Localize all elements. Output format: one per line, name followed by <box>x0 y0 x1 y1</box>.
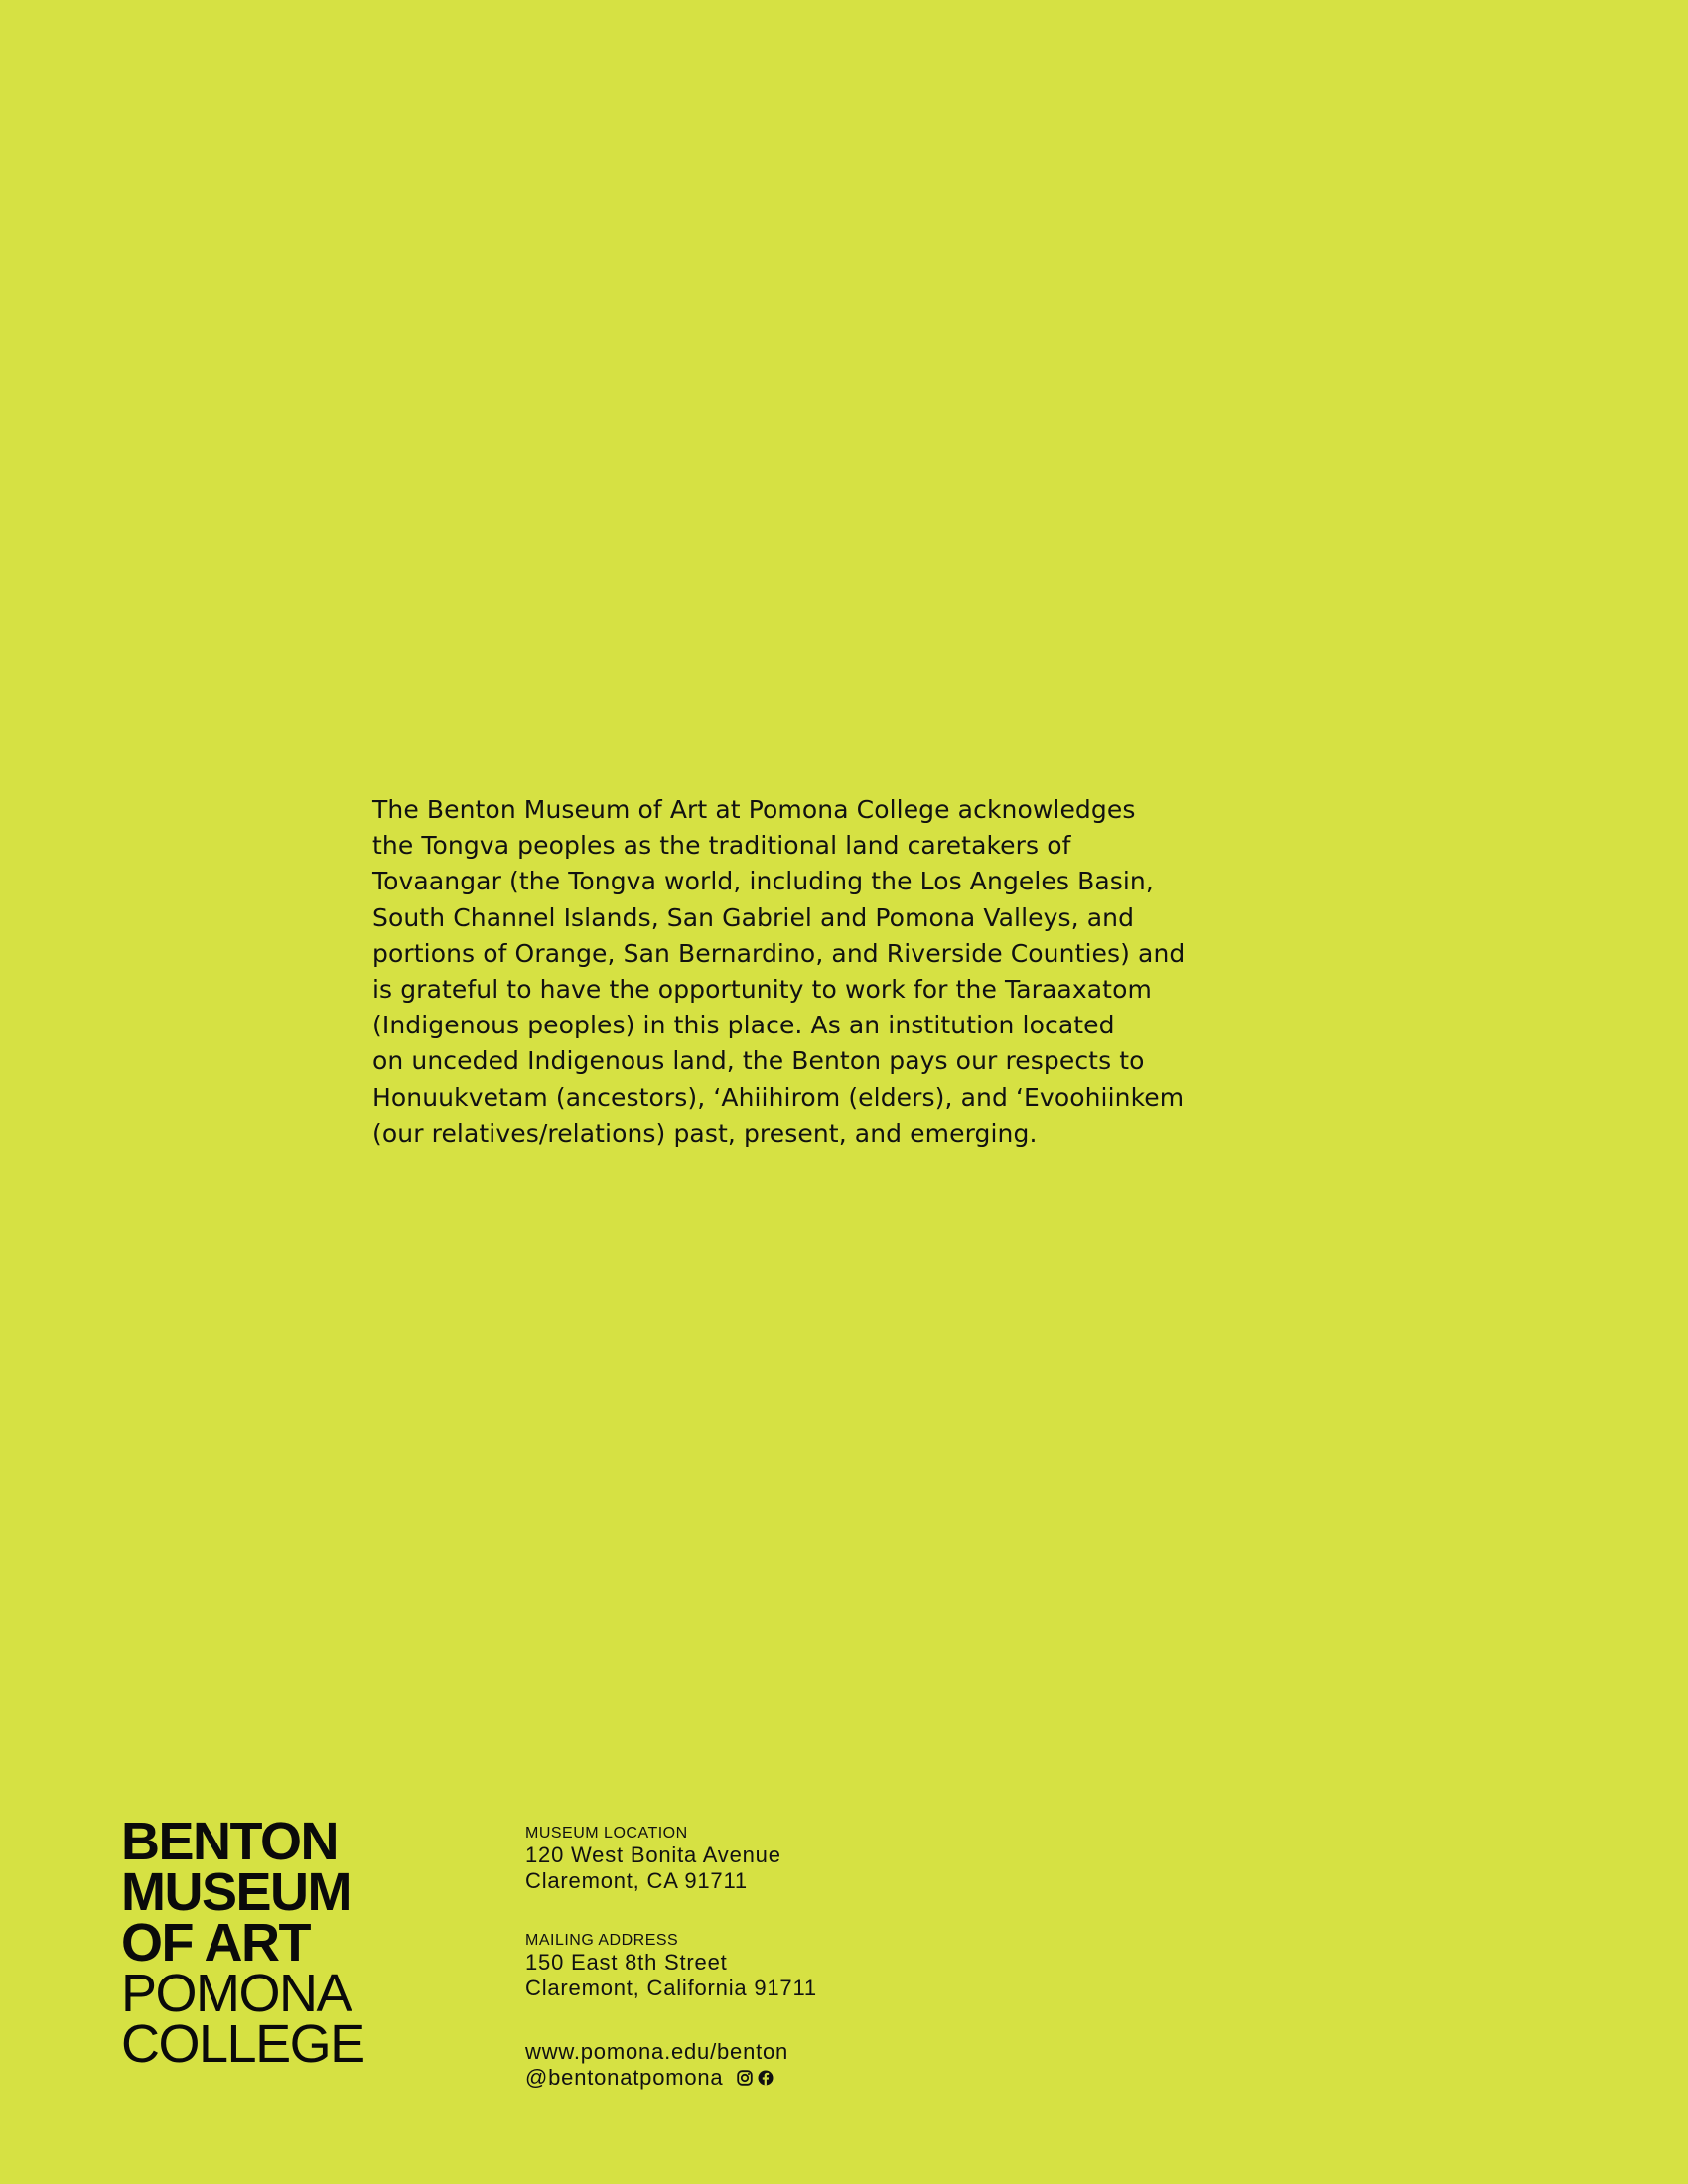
social-handle[interactable]: @bentonatpomona <box>525 2065 724 2090</box>
acknowledgement-line: is grateful to have the opportunity to work for the Taraaxatom <box>372 975 1152 1005</box>
facebook-icon[interactable] <box>758 2070 774 2086</box>
acknowledgement-line: Tovaangar (the Tongva world, including the Los Angeles Basin, <box>372 867 1154 896</box>
acknowledgement-line: portions of Orange, San Bernardino, and Riverside Counties) and <box>372 938 1186 968</box>
acknowledgement-line: (our relatives/relations) past, present, and emerging. <box>372 1118 1038 1148</box>
acknowledgement-line: (Indigenous peoples) in this place. As an institution located <box>372 1011 1115 1040</box>
acknowledgement-line: the Tongva peoples as the traditional land caretakers of <box>372 831 1071 861</box>
mailing-address-street: 150 East 8th Street <box>525 1950 728 1975</box>
mailing-address-city: Claremont, California 91711 <box>525 1976 817 2000</box>
acknowledgement-line: Honuukvetam (ancestors), ‘Ahiihirom (elders), and ‘Evoohiinkem <box>372 1082 1185 1112</box>
mailing-address-label: MAILING ADDRESS <box>525 1932 679 1949</box>
mailing-address <box>525 1932 942 2001</box>
social-icons <box>737 2070 774 2086</box>
museum-logo <box>121 1812 419 2074</box>
logo-line-college: COLLEGE <box>121 2014 364 2074</box>
contact-block <box>525 1825 942 2128</box>
logo-line-pomona: POMONA <box>121 1964 352 2023</box>
land-acknowledgement <box>372 792 1196 1152</box>
museum-location-label: MUSEUM LOCATION <box>525 1825 688 1842</box>
museum-location <box>525 1825 942 1894</box>
museum-location-city: Claremont, CA 91711 <box>525 1868 748 1893</box>
acknowledgement-line: South Channel Islands, San Gabriel and Pomona Valleys, and <box>372 902 1135 932</box>
logo-line-museum: MUSEUM <box>121 1862 351 1922</box>
online-contact <box>525 2039 942 2091</box>
acknowledgement-line: The Benton Museum of Art at Pomona College acknowledges <box>372 795 1136 824</box>
logo-line-benton: BENTON <box>121 1812 339 1871</box>
logo-line-of-art: OF ART <box>121 1913 310 1973</box>
instagram-icon[interactable] <box>737 2070 753 2086</box>
museum-location-street: 120 West Bonita Avenue <box>525 1843 781 1867</box>
acknowledgement-line: on unceded Indigenous land, the Benton pays our respects to <box>372 1046 1145 1076</box>
social-row <box>525 2065 942 2091</box>
website-link[interactable]: www.pomona.edu/benton <box>525 2039 789 2064</box>
